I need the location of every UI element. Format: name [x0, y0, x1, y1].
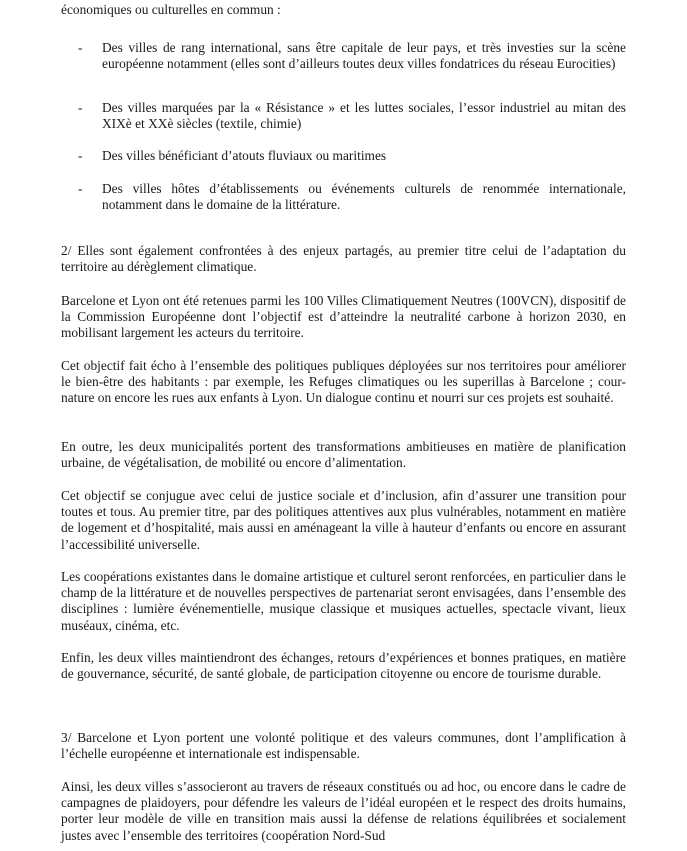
intro-tail: économiques ou culturelles en commun : — [61, 2, 281, 17]
bullet-dash: - — [78, 40, 83, 55]
paragraph: Cet objectif fait écho à l’ensemble des politiques publiques déployées sur nos territoires pour améliorer le bien-être des habitants : par exemple, les Refuges climatiques ou les superillas à Barcelone ; cour-nature on encore les rues aux enfants à Lyon. Un dialogue continu et nourri sur ces projets est souhaité. — [61, 358, 626, 406]
bullet-item — [78, 148, 626, 164]
paragraph: Enfin, les deux villes maintiendront des échanges, retours d’expériences et bonnes pratiques, en matière de gouvernance, sécurité, de santé globale, de participation citoyenne ou encore de tourisme durable. — [61, 650, 626, 682]
bullet-item — [78, 100, 626, 132]
bullet-item — [78, 40, 626, 72]
bullet-dash: - — [78, 100, 83, 115]
section-3-heading: 3/ Barcelone et Lyon portent une volonté politique et des valeurs communes, dont l’amplification à l’échelle européenne et internationale est indispensable. — [61, 730, 626, 762]
bullet-dash: - — [78, 181, 83, 196]
paragraph: Les coopérations existantes dans le domaine artistique et culturel seront renforcées, en particulier dans le champ de la littérature et de nouvelles perspectives de partenariat seront envisagées, dans l’ensemble des disciplines : lumière événementielle, musique classique et musiques actuelles, spectacle vivant, lieux muséaux, cinéma, etc. — [61, 569, 626, 633]
paragraph: Ainsi, les deux villes s’associeront au travers de réseaux constitués ou ad hoc, ou encore dans le cadre de campagnes de plaidoyers, pour défendre les valeurs de l’idéal européen et le respect des droits humains, porter leur modèle de ville en transition mais aussi la défense de relations équilibrées et socialement justes avec l’ensemble des territoires (coopération Nord-Sud — [61, 779, 626, 843]
bullet-item — [78, 181, 626, 213]
bullet-dash: - — [78, 148, 83, 163]
bullet-text: Des villes hôtes d’établissements ou événements culturels de renommée internationale, notamment dans le domaine de la littérature. — [102, 181, 626, 213]
bullet-text: Des villes de rang international, sans être capitale de leur pays, et très investies sur la scène européenne notamment (elles sont d’ailleurs toutes deux villes fondatrices du réseau Eurocities) — [102, 40, 626, 72]
paragraph: En outre, les deux municipalités portent des transformations ambitieuses en matière de planification urbaine, de végétalisation, de mobilité ou encore d’alimentation. — [61, 439, 626, 471]
section-2-heading: 2/ Elles sont également confrontées à des enjeux partagés, au premier titre celui de l’adaptation du territoire au dérèglement climatique. — [61, 243, 626, 275]
paragraph: Cet objectif se conjugue avec celui de justice sociale et d’inclusion, afin d’assurer une transition pour toutes et tous. Au premier titre, par des politiques attentives aux plus vulnérables, notamment en matière de logement et d’hospitalité, mais aussi en aménageant la ville à hauteur d’enfants ou encore en assurant l’accessibilité universelle. — [61, 488, 626, 552]
bullet-text: Des villes marquées par la « Résistance » et les luttes sociales, l’essor industriel au mitan des XIXè et XXè siècles (textile, chimie) — [102, 100, 626, 132]
bullet-text: Des villes bénéficiant d’atouts fluviaux ou maritimes — [102, 148, 387, 163]
paragraph: Barcelone et Lyon ont été retenues parmi les 100 Villes Climatiquement Neutres (100VCN), dispositif de la Commission Européenne dont l’objectif est d’atteindre la neutralité carbone à horizon 2030, en mobilisant largement les acteurs du territoire. — [61, 293, 626, 341]
